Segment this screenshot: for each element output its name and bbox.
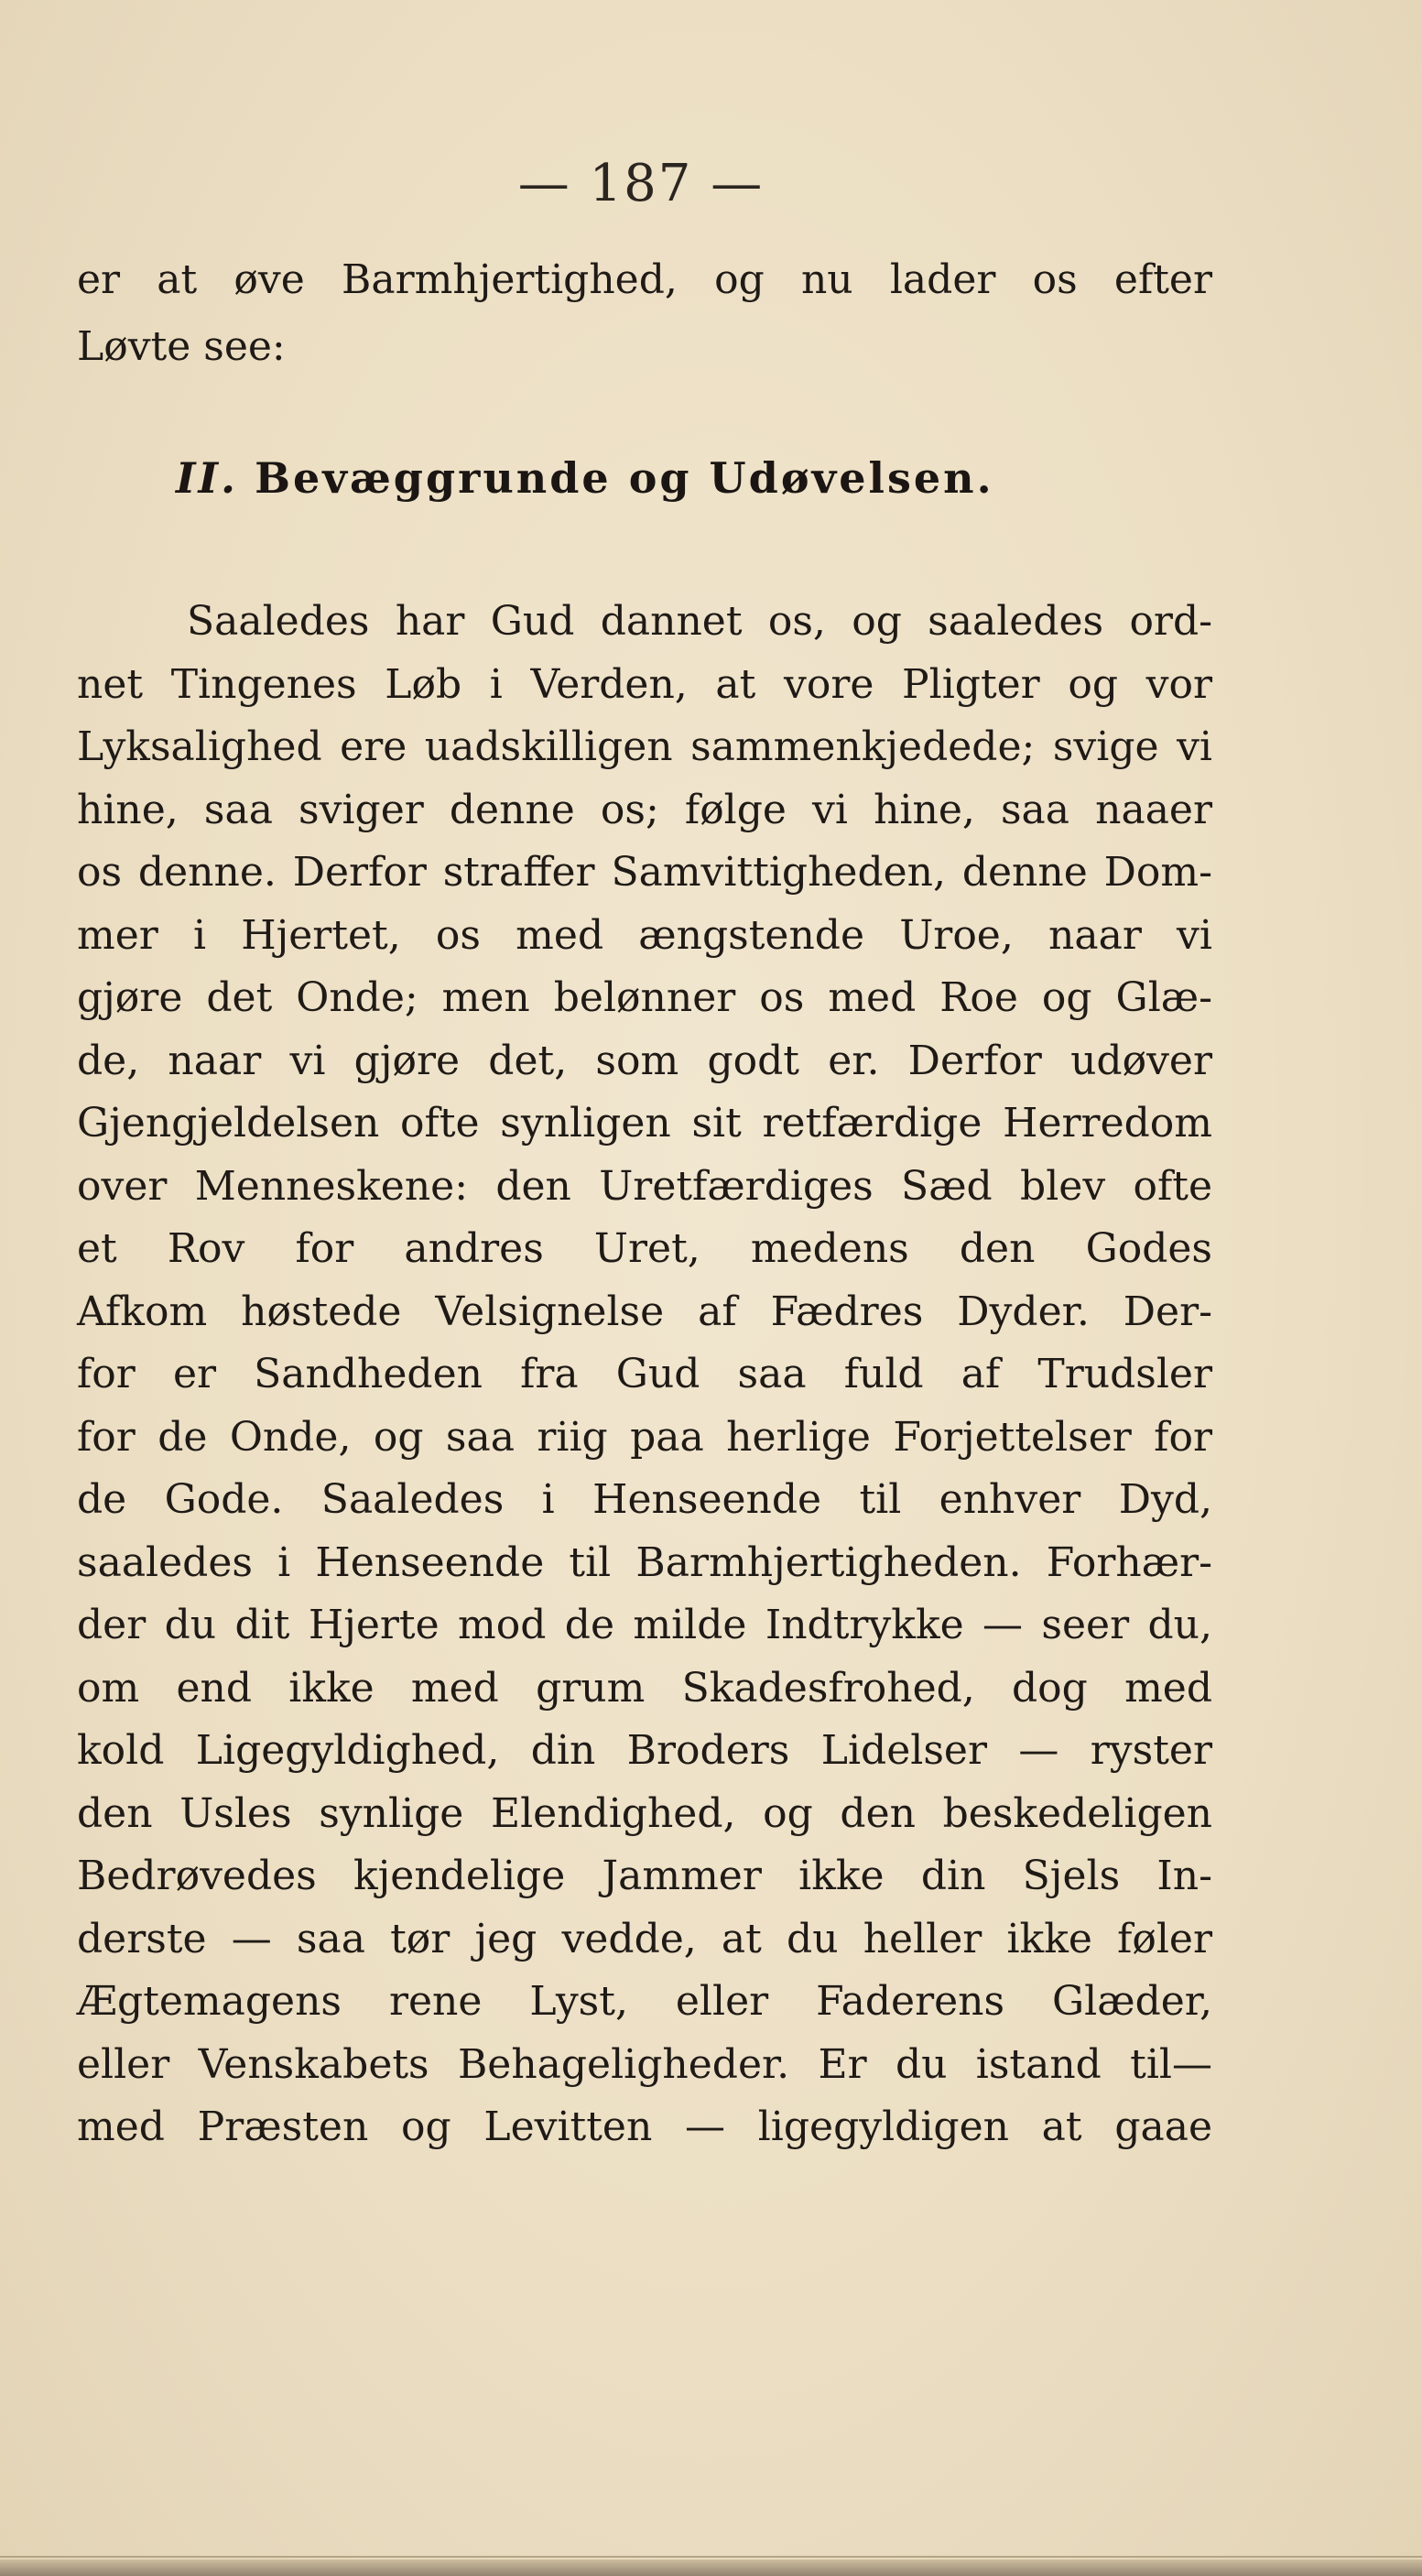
- page-edge-line: [0, 2556, 1422, 2558]
- text-line: kold Ligegyldighed, din Broders Lidelser — ryster: [77, 1727, 1212, 1774]
- section-heading: [176, 453, 994, 503]
- text-line: Løvte see:: [77, 322, 286, 370]
- text-line: om end ikke med grum Skadesfrohed, dog med: [77, 1664, 1212, 1712]
- text-line: os denne. Derfor straffer Samvittigheden, denne Dom-: [77, 849, 1212, 896]
- text-line: net Tingenes Løb i Verden, at vore Pligter og vor: [77, 660, 1212, 708]
- text-line: den Usles synlige Elendighed, og den beskedeligen: [77, 1789, 1212, 1837]
- intro-text: [77, 247, 1212, 381]
- text-line: mer i Hjertet, os med ængstende Uroe, naar vi: [77, 911, 1212, 959]
- text-line: Ægtemagens rene Lyst, eller Faderens Glæder,: [77, 1978, 1212, 2025]
- text-line: Gjengjeldelsen ofte synligen sit retfærdige Herredom: [77, 1100, 1212, 1147]
- text-line: Bedrøvedes kjendelige Jammer ikke din Sjels In-: [77, 1853, 1212, 1899]
- text-line: over Menneskene: den Uretfærdiges Sæd blev ofte: [77, 1162, 1212, 1210]
- text-line: eller Venskabets Behageligheder. Er du istand til—: [77, 2040, 1212, 2088]
- text-line: derste — saa tør jeg vedde, at du heller ikke føler: [77, 1915, 1212, 1962]
- text-line: de, naar vi gjøre det, som godt er. Derfor udøver: [77, 1037, 1212, 1084]
- text-line: for de Onde, og saa riig paa herlige Forjettelser for: [77, 1413, 1212, 1461]
- text-line: et Rov for andres Uret, medens den Godes: [77, 1225, 1212, 1272]
- text-line: der du dit Hjerte mod de milde Indtrykke — seer du,: [77, 1602, 1212, 1648]
- text-line: Saaledes har Gud dannet os, og saaledes ord-: [187, 598, 1212, 645]
- section-title: Bevæggrunde og Udøvelsen.: [255, 453, 994, 503]
- text-line: for er Sandheden fra Gud saa fuld af Trudsler: [77, 1351, 1212, 1397]
- text-line: de Gode. Saaledes i Henseende til enhver Dyd,: [77, 1476, 1212, 1523]
- text-line: er at øve Barmhjertighed, og nu lader os efter: [77, 256, 1212, 303]
- body-paragraph: [77, 591, 1212, 2159]
- text-line: Lyksalighed ere uadskilligen sammenkjedede; svige vi: [77, 723, 1212, 770]
- text-line: saaledes i Henseende til Barmhjertigheden. Forhær-: [77, 1538, 1212, 1586]
- text-line: Afkom høstede Velsignelse af Fædres Dyder. Der-: [77, 1288, 1212, 1335]
- text-line: hine, saa sviger denne os; følge vi hine, saa naaer: [77, 786, 1212, 833]
- text-line: med Præsten og Levitten — ligegyldigen at gaae: [77, 2103, 1212, 2150]
- page-bottom-edge: [0, 2560, 1422, 2576]
- text-line: gjøre det Onde; men belønner os med Roe og Glæ-: [77, 974, 1212, 1021]
- page-number: — 187 —: [517, 154, 765, 213]
- section-numeral: II.: [176, 453, 239, 503]
